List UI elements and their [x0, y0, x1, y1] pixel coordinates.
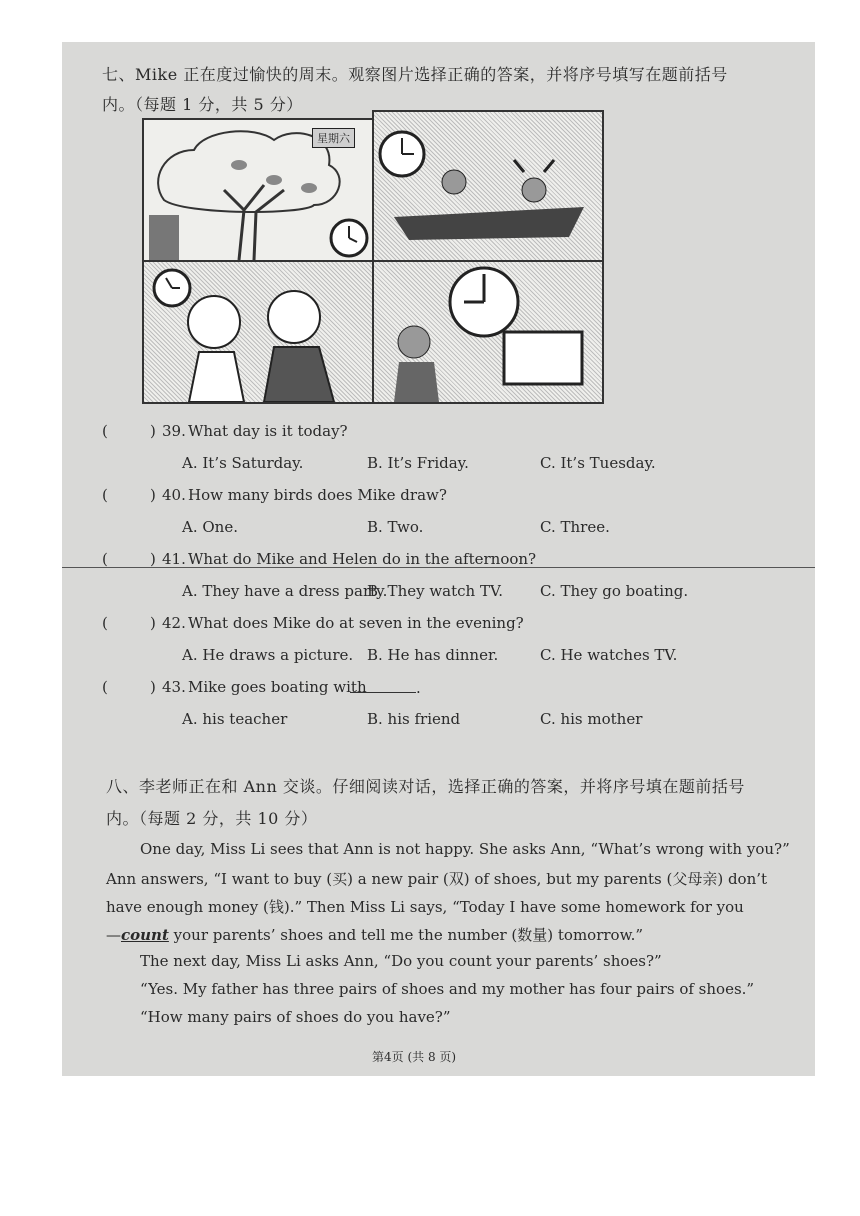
picture-boating — [372, 110, 604, 262]
section-8-title-cont: 内。（每题 2 分，共 10 分） — [106, 809, 318, 828]
passage-line-rest: your parents’ shoes and tell me the number (数量) tomorrow.” — [173, 926, 644, 944]
dress-party-illustration — [144, 262, 372, 402]
section-7-title-cont: 内。（每题 1 分，共 5 分） — [102, 95, 303, 114]
calendar-label: 星期六 — [312, 128, 355, 148]
picture-drawing-tree — [142, 118, 374, 262]
answer-bracket-open[interactable]: ( — [102, 422, 108, 440]
question-text: What do Mike and Helen do in the afternoon? — [188, 550, 537, 568]
section-7-title: 七、Mike 正在度过愉快的周末。观察图片选择正确的答案，并将序号填写在题前括号 — [102, 65, 728, 84]
answer-bracket-close: ) — [150, 614, 156, 632]
option-a: A. One. — [182, 518, 238, 536]
answer-bracket-open[interactable]: ( — [102, 550, 108, 568]
option-b: B. It’s Friday. — [367, 454, 469, 472]
passage-line: Ann answers, “I want to buy (买) a new pair (双) of shoes, but my parents (父母亲) don’t — [106, 870, 768, 888]
question-number: 39. — [162, 422, 186, 440]
answer-bracket-open[interactable]: ( — [102, 614, 108, 632]
passage-line-with-keyword — [106, 924, 643, 945]
option-a: A. They have a dress party. — [182, 582, 388, 600]
passage-line: One day, Miss Li sees that Ann is not happy. She asks Ann, “What’s wrong with you?” — [140, 840, 790, 858]
passage-line: have enough money (钱).” Then Miss Li says, “Today I have some homework for you — [106, 898, 744, 916]
answer-bracket-open[interactable]: ( — [102, 486, 108, 504]
passage-line: The next day, Miss Li asks Ann, “Do you count your parents’ shoes?” — [140, 952, 662, 970]
option-c: C. his mother — [540, 710, 643, 728]
option-c: C. It’s Tuesday. — [540, 454, 656, 472]
question-text: What does Mike do at seven in the evening? — [188, 614, 524, 632]
question-number: 40. — [162, 486, 186, 504]
question-text: Mike goes boating with — [188, 678, 367, 696]
answer-bracket-close: ) — [150, 486, 156, 504]
question-text: How many birds does Mike draw? — [188, 486, 447, 504]
option-b: B. They watch TV. — [367, 582, 503, 600]
passage-line: “How many pairs of shoes do you have?” — [140, 1008, 451, 1026]
option-a: A. his teacher — [182, 710, 288, 728]
question-number: 41. — [162, 550, 186, 568]
boating-illustration — [374, 112, 602, 260]
option-c: C. They go boating. — [540, 582, 689, 600]
question-number: 42. — [162, 614, 186, 632]
keyword-count: count — [121, 926, 169, 944]
picture-dress-party — [142, 260, 374, 404]
option-a: A. It’s Saturday. — [182, 454, 304, 472]
watching-tv-illustration — [374, 262, 602, 402]
answer-bracket-close: ) — [150, 678, 156, 696]
question-text: What day is it today? — [188, 422, 348, 440]
passage-line: “Yes. My father has three pairs of shoes and my mother has four pairs of shoes.” — [140, 980, 755, 998]
question-number: 43. — [162, 678, 186, 696]
option-a: A. He draws a picture. — [182, 646, 354, 664]
answer-bracket-close: ) — [150, 422, 156, 440]
section-8-title: 八、李老师正在和 Ann 交谈。仔细阅读对话，选择正确的答案，并将序号填在题前括号 — [106, 777, 745, 796]
answer-bracket-open[interactable]: ( — [102, 678, 108, 696]
dash-prefix: — — [106, 926, 121, 944]
answer-blank[interactable]: . — [350, 678, 421, 697]
option-b: B. He has dinner. — [367, 646, 499, 664]
picture-watching-tv — [372, 260, 604, 404]
option-b: B. Two. — [367, 518, 424, 536]
exam-page — [62, 42, 815, 1076]
option-b: B. his friend — [367, 710, 461, 728]
page-footer: 第4页 (共 8 页) — [372, 1050, 457, 1064]
option-c: C. He watches TV. — [540, 646, 678, 664]
option-c: C. Three. — [540, 518, 610, 536]
answer-bracket-close: ) — [150, 550, 156, 568]
